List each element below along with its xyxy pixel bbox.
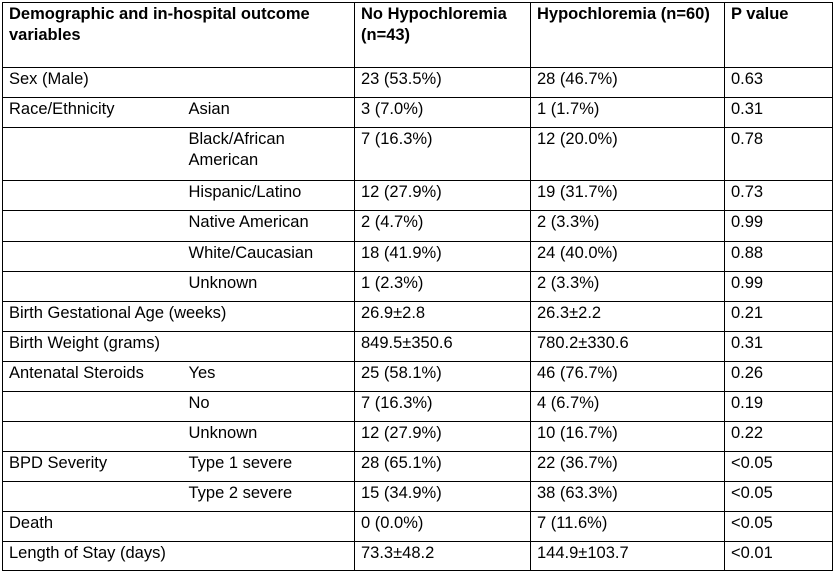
cell-no-hypochloremia: 849.5±350.6 — [355, 332, 531, 362]
cell-hypochloremia: 4 (6.7%) — [531, 392, 725, 422]
cell-no-hypochloremia: 25 (58.1%) — [355, 362, 531, 392]
cell-variable — [3, 128, 187, 181]
cell-hypochloremia: 1 (1.7%) — [531, 98, 725, 128]
cell-p-value: 0.78 — [725, 128, 833, 181]
table-row — [3, 392, 833, 422]
cell-p-value: 0.88 — [725, 242, 833, 272]
outcomes-table — [2, 2, 833, 571]
cell-hypochloremia: 19 (31.7%) — [531, 181, 725, 211]
cell-subcategory: Unknown — [187, 422, 355, 452]
cell-variable — [3, 422, 187, 452]
header-p-value: P value — [725, 3, 833, 68]
table-row — [3, 452, 833, 482]
cell-subcategory: Unknown — [187, 272, 355, 302]
cell-no-hypochloremia: 3 (7.0%) — [355, 98, 531, 128]
table-row — [3, 422, 833, 452]
cell-p-value: <0.05 — [725, 452, 833, 482]
cell-p-value: 0.73 — [725, 181, 833, 211]
cell-p-value: 0.22 — [725, 422, 833, 452]
table-row — [3, 68, 833, 98]
table-row — [3, 362, 833, 392]
cell-hypochloremia: 10 (16.7%) — [531, 422, 725, 452]
cell-hypochloremia: 2 (3.3%) — [531, 211, 725, 242]
cell-hypochloremia: 22 (36.7%) — [531, 452, 725, 482]
header-hypochloremia: Hypochloremia (n=60) — [531, 3, 725, 68]
cell-p-value: 0.19 — [725, 392, 833, 422]
cell-variable: Death — [3, 512, 355, 542]
cell-subcategory: Native American — [187, 211, 355, 242]
cell-no-hypochloremia: 26.9±2.8 — [355, 302, 531, 332]
cell-variable: Antenatal Steroids — [3, 362, 187, 392]
cell-variable — [3, 242, 187, 272]
header-variable: Demographic and in-hospital outcome variables — [3, 3, 355, 68]
cell-hypochloremia: 780.2±330.6 — [531, 332, 725, 362]
cell-hypochloremia: 26.3±2.2 — [531, 302, 725, 332]
cell-variable: Birth Gestational Age (weeks) — [3, 302, 355, 332]
cell-no-hypochloremia: 18 (41.9%) — [355, 242, 531, 272]
cell-hypochloremia: 46 (76.7%) — [531, 362, 725, 392]
cell-no-hypochloremia: 12 (27.9%) — [355, 181, 531, 211]
cell-no-hypochloremia: 12 (27.9%) — [355, 422, 531, 452]
cell-variable: Length of Stay (days) — [3, 542, 355, 571]
cell-no-hypochloremia: 28 (65.1%) — [355, 452, 531, 482]
cell-no-hypochloremia: 2 (4.7%) — [355, 211, 531, 242]
cell-variable — [3, 272, 187, 302]
cell-subcategory: Asian — [187, 98, 355, 128]
cell-p-value: 0.31 — [725, 332, 833, 362]
cell-p-value: 0.63 — [725, 68, 833, 98]
table-row — [3, 482, 833, 512]
cell-hypochloremia: 28 (46.7%) — [531, 68, 725, 98]
cell-p-value: <0.05 — [725, 482, 833, 512]
table-row — [3, 272, 833, 302]
cell-p-value: 0.31 — [725, 98, 833, 128]
table-row — [3, 98, 833, 128]
cell-subcategory: Black/African American — [187, 128, 355, 181]
cell-no-hypochloremia: 1 (2.3%) — [355, 272, 531, 302]
cell-subcategory: No — [187, 392, 355, 422]
cell-variable — [3, 482, 187, 512]
table-row — [3, 242, 833, 272]
cell-variable: Sex (Male) — [3, 68, 355, 98]
cell-hypochloremia: 24 (40.0%) — [531, 242, 725, 272]
cell-variable: Birth Weight (grams) — [3, 332, 355, 362]
table-row — [3, 211, 833, 242]
cell-no-hypochloremia: 23 (53.5%) — [355, 68, 531, 98]
cell-subcategory: Hispanic/Latino — [187, 181, 355, 211]
cell-p-value: <0.01 — [725, 542, 833, 571]
cell-p-value: 0.99 — [725, 272, 833, 302]
cell-no-hypochloremia: 7 (16.3%) — [355, 392, 531, 422]
table-row — [3, 332, 833, 362]
table-row — [3, 302, 833, 332]
cell-no-hypochloremia: 7 (16.3%) — [355, 128, 531, 181]
cell-subcategory: Yes — [187, 362, 355, 392]
cell-p-value: <0.05 — [725, 512, 833, 542]
table-row — [3, 181, 833, 211]
table-row — [3, 542, 833, 571]
cell-no-hypochloremia: 0 (0.0%) — [355, 512, 531, 542]
cell-hypochloremia: 12 (20.0%) — [531, 128, 725, 181]
cell-hypochloremia: 38 (63.3%) — [531, 482, 725, 512]
cell-subcategory: White/Caucasian — [187, 242, 355, 272]
cell-hypochloremia: 2 (3.3%) — [531, 272, 725, 302]
cell-variable — [3, 392, 187, 422]
table-header-row — [3, 3, 833, 68]
cell-subcategory: Type 2 severe — [187, 482, 355, 512]
cell-hypochloremia: 7 (11.6%) — [531, 512, 725, 542]
cell-p-value: 0.99 — [725, 211, 833, 242]
cell-variable — [3, 211, 187, 242]
cell-no-hypochloremia: 73.3±48.2 — [355, 542, 531, 571]
cell-variable — [3, 181, 187, 211]
cell-variable: BPD Severity — [3, 452, 187, 482]
table-row — [3, 128, 833, 181]
cell-hypochloremia: 144.9±103.7 — [531, 542, 725, 571]
cell-no-hypochloremia: 15 (34.9%) — [355, 482, 531, 512]
table-row — [3, 512, 833, 542]
cell-subcategory: Type 1 severe — [187, 452, 355, 482]
cell-p-value: 0.21 — [725, 302, 833, 332]
header-no-hypochloremia: No Hypochloremia (n=43) — [355, 3, 531, 68]
cell-p-value: 0.26 — [725, 362, 833, 392]
cell-variable: Race/Ethnicity — [3, 98, 187, 128]
